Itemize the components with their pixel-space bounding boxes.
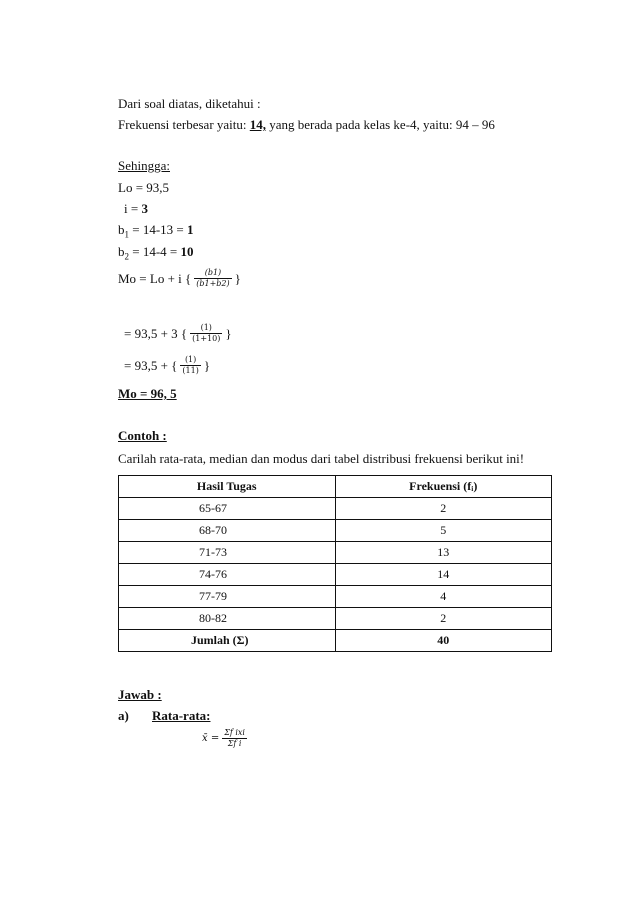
step1-den: (1+10) (192, 334, 221, 343)
cell-frequency: 2 (335, 498, 552, 520)
step2-close: } (203, 357, 211, 373)
section-a (118, 708, 211, 724)
step2-den: (11) (182, 366, 199, 375)
mode-formula-den: (b1+b2) (196, 279, 230, 288)
table-row (119, 608, 552, 630)
table-row (119, 498, 552, 520)
mode-formula-lhs: Mo = Lo + i { (118, 270, 192, 286)
freq-suffix: yang berada pada kelas ke-4, yaitu: 94 – 96 (266, 117, 495, 132)
interval-value: 3 (141, 201, 148, 216)
mean-formula-fraction (222, 728, 247, 749)
table-row (119, 542, 552, 564)
sehingga-heading: Sehingga: (118, 158, 170, 173)
mode-formula-fraction (194, 268, 231, 289)
jawab-heading: Jawab : (118, 687, 162, 702)
cell-class: 77-79 (119, 586, 336, 608)
mode-formula-num: (b1) (194, 268, 231, 279)
mode-formula (118, 268, 241, 289)
contoh-text: Carilah rata-rata, median dan modus dari tabel distribusi frekuensi berikut ini! (118, 451, 525, 466)
cell-class: 74-76 (119, 564, 336, 586)
table-header-row (119, 476, 552, 498)
cell-frequency: 13 (335, 542, 552, 564)
b1-value: 1 (187, 222, 194, 237)
contoh-heading: Contoh : (118, 428, 167, 443)
b2-sub: 2 (124, 251, 129, 262)
b2-line (118, 244, 194, 265)
b2-expr: = 14-4 = (129, 244, 181, 259)
step1-lhs: = 93,5 + 3 { (124, 325, 188, 341)
b1-line (118, 222, 194, 243)
cell-class: 65-67 (119, 498, 336, 520)
section-a-title: Rata-rata: (152, 708, 211, 723)
b1-sub: 1 (124, 229, 129, 240)
step1-num: (1) (190, 323, 222, 334)
calc-step-2 (124, 355, 210, 376)
largest-frequency-line (118, 117, 495, 133)
step2-fraction (180, 355, 200, 376)
cell-total-value: 40 (335, 630, 552, 652)
freq-prefix: Frekuensi terbesar yaitu: (118, 117, 250, 132)
mean-formula-den: Σf i (227, 739, 242, 748)
frequency-table (118, 475, 552, 652)
b1-base: b (118, 222, 125, 237)
mode-formula-close: } (234, 270, 241, 286)
cell-class: 80-82 (119, 608, 336, 630)
step1-fraction (190, 323, 222, 344)
interval-line (124, 201, 148, 217)
cell-frequency: 14 (335, 564, 552, 586)
b1-expr: = 14-13 = (129, 222, 187, 237)
mean-formula-num: Σf ixi (224, 728, 245, 737)
interval-label: i = (124, 201, 142, 216)
b2-base: b (118, 244, 125, 259)
header-hasil-tugas: Hasil Tugas (119, 476, 336, 498)
cell-frequency: 5 (335, 520, 552, 542)
intro-text: Dari soal diatas, diketahui : (118, 96, 261, 111)
calc-step-1 (124, 323, 232, 344)
lo-line: Lo = 93,5 (118, 180, 170, 195)
mean-formula (202, 728, 250, 749)
cell-frequency: 4 (335, 586, 552, 608)
table-row (119, 564, 552, 586)
cell-class: 71-73 (119, 542, 336, 564)
cell-class: 68-70 (119, 520, 336, 542)
freq-value: 14, (249, 117, 267, 132)
header-frekuensi: Frekuensi (fᵢ) (335, 476, 552, 498)
cell-frequency: 2 (335, 608, 552, 630)
step1-close: } (225, 325, 232, 341)
step2-lhs: = 93,5 + { (124, 357, 178, 373)
b2-value: 10 (180, 244, 194, 259)
table-row (119, 520, 552, 542)
cell-total-label: Jumlah (Σ) (119, 630, 336, 652)
step2-num: (1) (180, 355, 200, 366)
mean-formula-lhs: x̄ = (202, 732, 220, 744)
section-a-label: a) (118, 708, 129, 723)
table-total-row (119, 630, 552, 652)
table-row (119, 586, 552, 608)
mode-result: Mo = 96, 5 (118, 386, 177, 401)
